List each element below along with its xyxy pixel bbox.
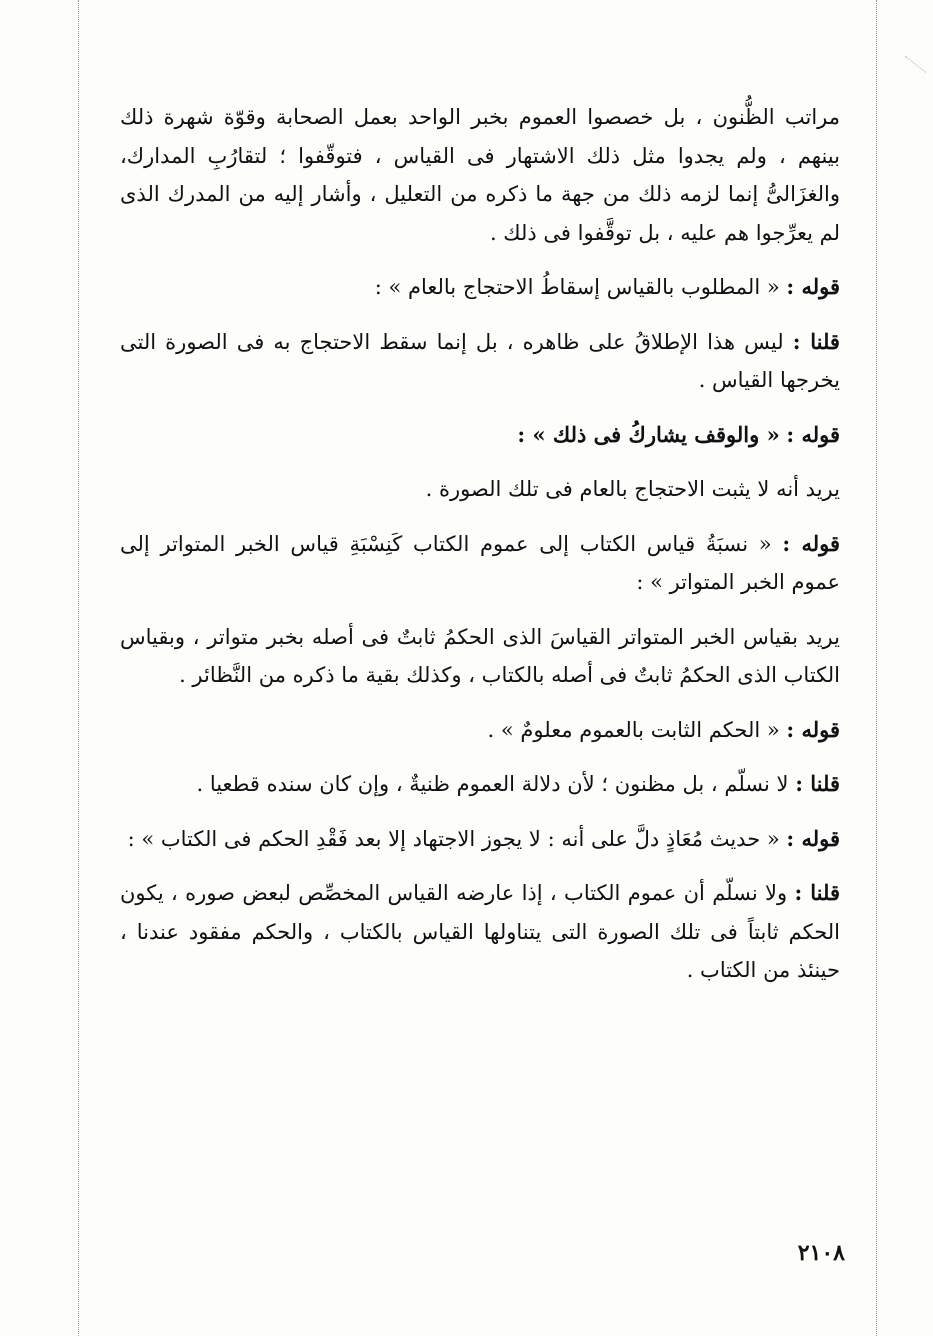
paragraph-11 — [120, 874, 840, 990]
paragraph-text: ولا نسلّم أن عموم الكتاب ، إذا عارضه القياس المخصِّص لبعض صوره ، يكون الحكم ثابتاً فى تلك الصورة التى يتناولها القياس بالكتاب ، والحكم مفقود عندنا ، حينئذ من الكتاب . — [120, 881, 840, 982]
paragraph-text: « المطلوب بالقياس إسقاطُ الاحتجاج بالعام » : — [374, 275, 780, 299]
paragraph-4 — [120, 416, 840, 455]
paragraph-text: « نسبَةُ قياس الكتاب إلى عموم الكتاب كَنِسْبَةِ قياس الخبر المتواتر إلى عموم الخبر المتواتر » : — [120, 531, 840, 594]
paragraph-label: قلنا : — [795, 771, 840, 796]
paragraph-text: لا نسلّم ، بل مظنون ؛ لأن دلالة العموم ظنيةٌ ، وإن كان سنده قطعيا . — [196, 772, 789, 796]
right-margin-dotted-rule — [876, 0, 877, 1336]
paragraph-text: مراتب الظُّنون ، بل خصصوا العموم بخبر الواحد بعمل الصحابة وقوّة شهرة ذلك بينهم ، ولم يجدوا مثل ذلك الاشتهار فى القياس ، فتوقّفوا ؛ لتقارُبِ المدارك، والغزَالىُّ إنما لزمه ذلك من جهة ما ذكره من التعليل ، وأشار إليه من المدرك الذى لم يعرِّجوا هم عليه ، بل توقَّفوا فى ذلك . — [120, 105, 840, 245]
paragraph-5 — [120, 470, 840, 509]
paragraph-text: يريد بقياس الخبر المتواتر القياسَ الذى الحكمُ ثابتٌ فى أصله بخبر متواتر ، وبقياس الكتاب الذى الحكمُ ثابتٌ فى أصله بالكتاب ، وكذلك بقية ما ذكره من النَّظائر . — [120, 624, 840, 687]
paragraph-label: قوله : — [786, 274, 840, 299]
paragraph-1 — [120, 98, 840, 252]
paragraph-label: قوله : — [786, 716, 840, 742]
paragraph-label: قوله : — [782, 530, 840, 556]
paragraph-text: يريد أنه لا يثبت الاحتجاج بالعام فى تلك الصورة . — [425, 477, 840, 501]
paragraph-10 — [120, 820, 840, 859]
paragraph-text: « حديث مُعَاذٍ دلَّ على أنه : لا يجوز الاجتهاد إلا بعد فَقْدِ الحكم فى الكتاب » : — [127, 826, 780, 851]
paragraph-7 — [120, 618, 840, 695]
paragraph-3 — [120, 323, 840, 400]
paragraph-text: « الحكم الثابت بالعموم معلومٌ » . — [487, 717, 780, 742]
paragraph-label: قلنا : — [792, 328, 840, 354]
paragraph-8 — [120, 711, 840, 750]
paragraph-label: قلنا : — [794, 880, 840, 905]
paragraph-text: « والوقف يشاركُ فى ذلك » : — [517, 421, 780, 447]
paragraph-text: ليس هذا الإطلاقُ على ظاهره ، بل إنما سقط الاحتجاج به فى الصورة التى يخرجها القياس . — [120, 329, 840, 392]
corner-scan-mark — [894, 56, 926, 87]
page-number: ٢١٠٨ — [797, 1240, 845, 1266]
paragraph-label: قوله : — [786, 825, 840, 851]
paragraph-6 — [120, 525, 840, 602]
paragraph-9 — [120, 765, 840, 804]
paragraph-label: قوله : — [786, 421, 840, 447]
body-text — [120, 98, 840, 1006]
paragraph-2 — [120, 268, 840, 307]
left-margin-dotted-rule — [78, 0, 79, 1336]
